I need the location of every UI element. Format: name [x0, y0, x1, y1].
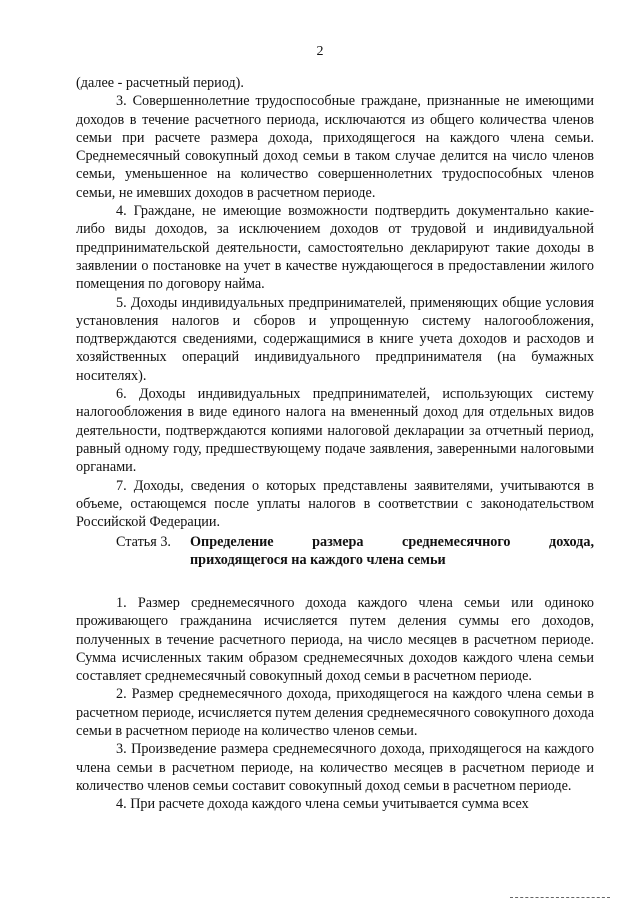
footer-rule — [510, 897, 610, 899]
paragraph-3: 3. Совершеннолетние трудоспособные граждане, признанные не имеющими доходов в течение расчетного периода, исключаются из общего количества членов семьи при расчете размера дохода, приходящегося на каждого члена семьи. Среднемесячный совокупный доход семьи в таком случае делится на число членов семьи, уменьшенное на количество совершеннолетних трудоспособных членов семьи, не имевших доходов в расчетном периоде. — [76, 93, 594, 201]
body-after-article — [76, 594, 594, 814]
paragraph-4: 4. Граждане, не имеющие возможности подтвердить документально какие-либо виды доходов, за исключением доходов от трудовой и индивидуальной предпринимательской деятельности, самостоятельно декларируют такие доходы в заявлении о постановке на учет в качестве нуждающегося в предоставлении жилого помещения по договору найма. — [76, 203, 594, 293]
article-3-paragraph-3: 3. Произведение размера среднемесячного дохода, приходящегося на каждого члена семьи в расчетном периоде, на количество месяцев в расчетном периоде и количество членов семьи составит совокупный доход семьи в расчетном периоде. — [76, 741, 594, 794]
article-title — [190, 533, 594, 570]
article-title-line-1: Определение размера среднемесячного дохода, — [190, 534, 594, 550]
paragraph-6: 6. Доходы индивидуальных предпринимателей, использующих систему налогообложения в виде единого налога на вмененный доход для отдельных видов деятельности, подтверждаются копиями налоговой декларации за отчетный период, равный одному году, предшествующему подаче заявления, заверенными налоговыми органами. — [76, 386, 594, 476]
article-3-paragraph-2: 2. Размер среднемесячного дохода, приходящегося на каждого члена семьи в расчетном периоде, исчисляется путем деления среднемесячного совокупного дохода семьи в расчетном периоде на количество членов семьи. — [76, 686, 594, 740]
article-heading — [76, 533, 594, 573]
page-number: 2 — [316, 44, 324, 59]
article-3-paragraph-1: 1. Размер среднемесячного дохода каждого члена семьи или одиноко проживающего гражданина исчисляется путем деления суммы его доходов, полученных в течение расчетного периода, на число месяцев в расчетном периоде. Сумма исчисленных таким образом среднемесячных доходов каждого члена семьи составляет среднемесячный совокупный доход семьи в расчетном периоде. — [76, 595, 594, 685]
article-label: Статья 3. — [116, 534, 171, 550]
body-before-article — [76, 74, 594, 531]
article-title-line-2: приходящегося на каждого члена семьи — [190, 552, 446, 569]
paragraph-7: 7. Доходы, сведения о которых представлены заявителями, учитываются в объеме, остающемся после уплаты налогов в соответствии с законодательством Российской Федерации. — [76, 477, 594, 531]
paragraph-5: 5. Доходы индивидуальных предпринимателей, применяющих общие условия установления налогов и сборов и упрощенную систему налогообложения, подтверждаются сведениями, содержащимися в книге учета доходов и расходов и хозяйственных операций индивидуального предпринимателя (на бумажных носителях). — [76, 294, 594, 384]
intro-paragraph: (далее - расчетный период). — [76, 75, 244, 91]
article-3-paragraph-4: 4. При расчете дохода каждого члена семьи учитывается сумма всех — [116, 796, 529, 813]
